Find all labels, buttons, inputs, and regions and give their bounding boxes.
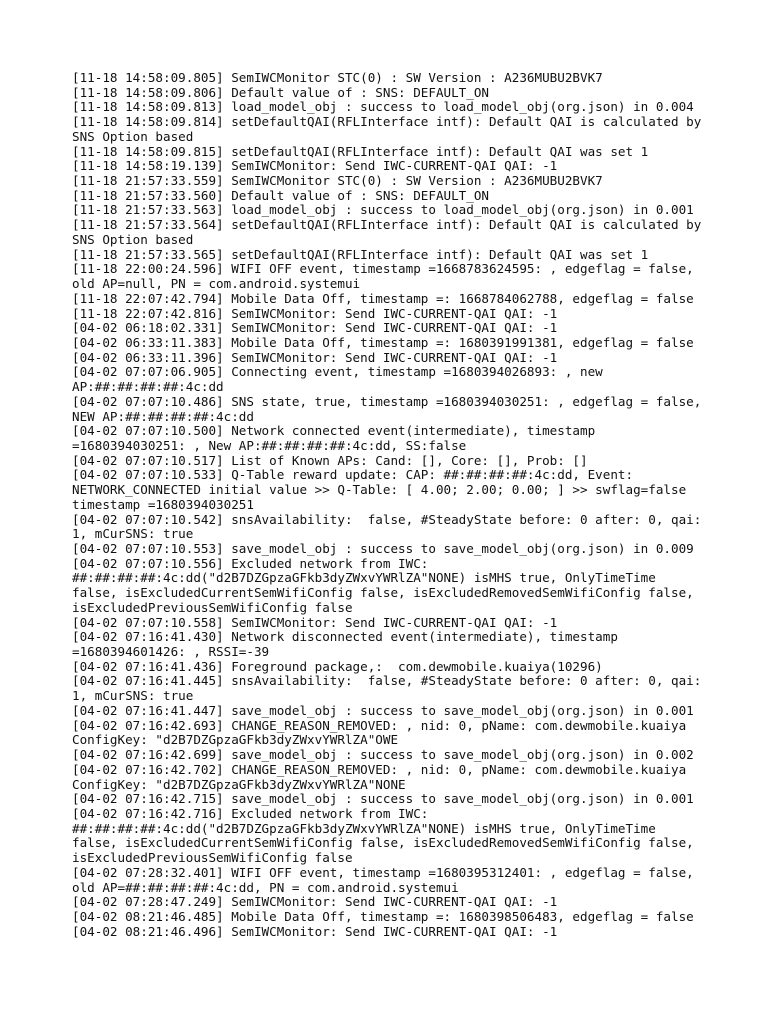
log-line: [04-02 07:16:42.693] CHANGE_REASON_REMOVED: , nid: 0, pName: com.dewmobile.kuaiya xyxy=(72,717,687,733)
log-line: ConfigKey: "d2B7DZGpzaGFkb3dyZWxvYWRlZA"NONE xyxy=(72,776,406,792)
log-line: [11-18 21:57:33.564] setDefaultQAI(RFLInterface intf): Default QAI is calculated by xyxy=(72,217,702,233)
log-line: ConfigKey: "d2B7DZGpzaGFkb3dyZWxvYWRlZA"OWE xyxy=(72,732,399,748)
log-line: ##:##:##:##:4c:dd("d2B7DZGpzaGFkb3dyZWxvYWRlZA"NONE) isMHS true, OnlyTimeTime xyxy=(72,570,656,586)
log-line: [04-02 07:07:10.517] List of Known APs: Cand: [], Core: [], Prob: [] xyxy=(72,452,588,468)
log-line: [04-02 07:07:10.556] Excluded network from IWC: xyxy=(72,555,429,571)
log-line: [04-02 07:16:42.716] Excluded network from IWC: xyxy=(72,805,429,821)
log-line: [11-18 14:58:09.805] SemIWCMonitor STC(0) : SW Version : A236MUBU2BVK7 xyxy=(72,70,603,85)
log-line: [04-02 06:18:02.331] SemIWCMonitor: Send IWC-CURRENT-QAI QAI: -1 xyxy=(72,320,558,336)
log-line: [04-02 08:21:46.496] SemIWCMonitor: Send IWC-CURRENT-QAI QAI: -1 xyxy=(72,923,558,939)
log-line: timestamp =1680394030251 xyxy=(72,496,254,512)
log-line: SNS Option based xyxy=(72,231,194,247)
log-line: [04-02 06:33:11.383] Mobile Data Off, timestamp =: 1680391991381, edgeflag = false xyxy=(72,334,694,350)
log-line: [04-02 07:16:41.436] Foreground package,: com.dewmobile.kuaiya(10296) xyxy=(72,658,603,674)
log-line: ##:##:##:##:4c:dd("d2B7DZGpzaGFkb3dyZWxvYWRlZA"NONE) isMHS true, OnlyTimeTime xyxy=(72,820,656,836)
log-line: [04-02 07:16:42.715] save_model_obj : success to save_model_obj(org.json) in 0.001 xyxy=(72,791,694,807)
log-line: [11-18 14:58:09.815] setDefaultQAI(RFLInterface intf): Default QAI was set 1 xyxy=(72,143,649,159)
log-line: old AP=null, PN = com.android.systemui xyxy=(72,276,361,292)
log-line: false, isExcludedCurrentSemWifiConfig false, isExcludedRemovedSemWifiConfig false, xyxy=(72,835,694,851)
log-line: [11-18 22:00:24.596] WIFI OFF event, timestamp =1668783624595: , edgeflag = false, xyxy=(72,261,694,277)
log-line: [11-18 22:07:42.794] Mobile Data Off, timestamp =: 1668784062788, edgeflag = false xyxy=(72,290,694,306)
log-line: [04-02 07:07:06.905] Connecting event, timestamp =1680394026893: , new xyxy=(72,364,603,380)
log-line: [11-18 14:58:09.813] load_model_obj : success to load_model_obj(org.json) in 0.004 xyxy=(72,99,694,115)
log-line: isExcludedPreviousSemWifiConfig false xyxy=(72,599,353,615)
log-line: [04-02 07:07:10.533] Q-Table reward update: CAP: ##:##:##:##:4c:dd, Event: xyxy=(72,467,634,483)
log-line: AP:##:##:##:##:4c:dd xyxy=(72,379,224,395)
log-line: [11-18 14:58:09.814] setDefaultQAI(RFLInterface intf): Default QAI is calculated by xyxy=(72,114,702,130)
log-line: NETWORK_CONNECTED initial value >> Q-Table: [ 4.00; 2.00; 0.00; ] >> swflag=false xyxy=(72,482,687,498)
log-line: [11-18 14:58:19.139] SemIWCMonitor: Send IWC-CURRENT-QAI QAI: -1 xyxy=(72,158,558,174)
log-line: [04-02 07:28:47.249] SemIWCMonitor: Send IWC-CURRENT-QAI QAI: -1 xyxy=(72,894,558,910)
log-line: [04-02 07:16:41.447] save_model_obj : success to save_model_obj(org.json) in 0.001 xyxy=(72,702,694,718)
log-text-block xyxy=(72,71,702,939)
log-line: [11-18 21:57:33.563] load_model_obj : success to load_model_obj(org.json) in 0.001 xyxy=(72,202,694,218)
log-line: old AP=##:##:##:##:4c:dd, PN = com.android.systemui xyxy=(72,879,459,895)
log-line: 1, mCurSNS: true xyxy=(72,526,194,542)
log-line: [04-02 08:21:46.485] Mobile Data Off, timestamp =: 1680398506483, edgeflag = false xyxy=(72,908,694,924)
log-line: false, isExcludedCurrentSemWifiConfig false, isExcludedRemovedSemWifiConfig false, xyxy=(72,585,694,601)
log-line: [11-18 21:57:33.559] SemIWCMonitor STC(0) : SW Version : A236MUBU2BVK7 xyxy=(72,173,603,189)
log-line: [04-02 07:16:41.445] snsAvailability: false, #SteadyState before: 0 after: 0, qai: xyxy=(72,673,702,689)
log-line: [04-02 07:07:10.542] snsAvailability: false, #SteadyState before: 0 after: 0, qai: xyxy=(72,511,702,527)
log-line: [04-02 07:07:10.486] SNS state, true, timestamp =1680394030251: , edgeflag = false, xyxy=(72,393,702,409)
log-line: [04-02 07:07:10.500] Network connected event(intermediate), timestamp xyxy=(72,423,596,439)
log-line: SNS Option based xyxy=(72,128,194,144)
log-line: 1, mCurSNS: true xyxy=(72,688,194,704)
log-line: [11-18 21:57:33.560] Default value of : SNS: DEFAULT_ON xyxy=(72,187,490,203)
log-line: [11-18 21:57:33.565] setDefaultQAI(RFLInterface intf): Default QAI was set 1 xyxy=(72,246,649,262)
log-line: =1680394601426: , RSSI=-39 xyxy=(72,644,270,660)
log-line: [04-02 07:16:42.702] CHANGE_REASON_REMOVED: , nid: 0, pName: com.dewmobile.kuaiya xyxy=(72,761,687,777)
log-line: =1680394030251: , New AP:##:##:##:##:4c:dd, SS:false xyxy=(72,437,467,453)
log-line: [11-18 14:58:09.806] Default value of : SNS: DEFAULT_ON xyxy=(72,84,490,100)
log-line: [04-02 07:07:10.558] SemIWCMonitor: Send IWC-CURRENT-QAI QAI: -1 xyxy=(72,614,558,630)
log-line: [04-02 07:28:32.401] WIFI OFF event, timestamp =1680395312401: , edgeflag = false, xyxy=(72,864,694,880)
log-line: [04-02 06:33:11.396] SemIWCMonitor: Send IWC-CURRENT-QAI QAI: -1 xyxy=(72,349,558,365)
log-line: NEW AP:##:##:##:##:4c:dd xyxy=(72,408,254,424)
log-line: [04-02 07:16:42.699] save_model_obj : success to save_model_obj(org.json) in 0.002 xyxy=(72,747,694,763)
log-line: isExcludedPreviousSemWifiConfig false xyxy=(72,850,353,866)
log-line: [04-02 07:07:10.553] save_model_obj : success to save_model_obj(org.json) in 0.009 xyxy=(72,541,694,556)
log-line: [04-02 07:16:41.430] Network disconnected event(intermediate), timestamp xyxy=(72,629,618,645)
log-line: [11-18 22:07:42.816] SemIWCMonitor: Send IWC-CURRENT-QAI QAI: -1 xyxy=(72,305,558,321)
